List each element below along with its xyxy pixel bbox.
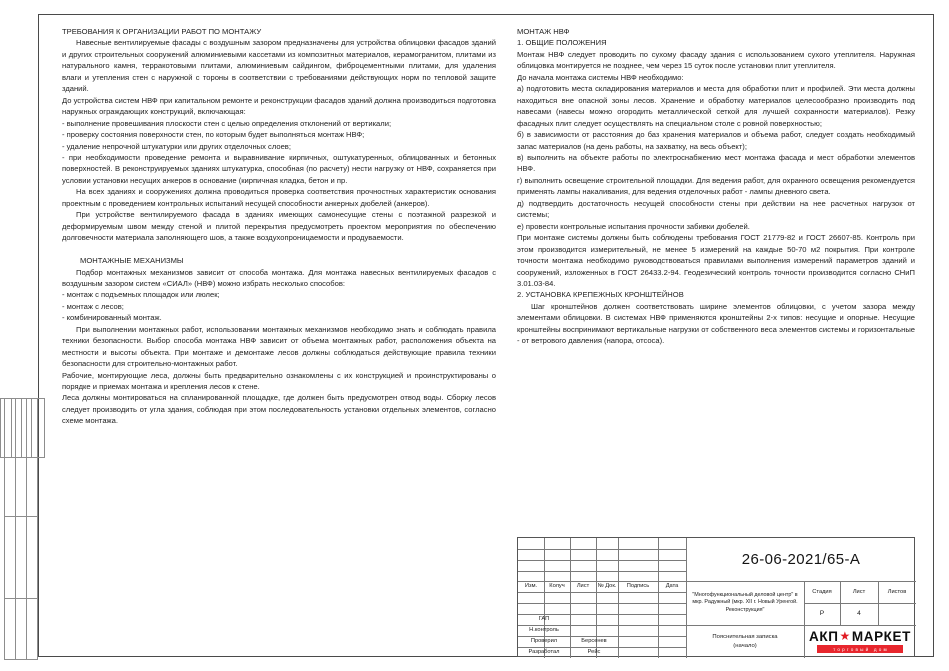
right-list-item: г) выполнить освещение строительной площадки. Для ведения работ, для охранного освещения рекомендуется применять лампы накаливания, для ведения отделочных работ - лампы дневного света. <box>517 175 915 197</box>
note-title-cell <box>686 625 804 658</box>
left-paragraph: До устройства систем НВФ при капитальном ремонте и реконструкции фасадов зданий должна производиться подготовка наружных ограждающих конструкций, включающая: <box>62 95 496 117</box>
revision-header-sign: Подпись <box>626 583 650 590</box>
right-list-item: в) выполнить на объекте работы по электроснабжению мест монтажа фасада и мест обработки элементов НВФ. <box>517 152 915 174</box>
logo-wordmark <box>809 630 911 644</box>
role-name-checked: Берсенев <box>581 638 607 645</box>
sheet-value: 4 <box>857 610 861 618</box>
star-icon: ★ <box>839 629 851 644</box>
logo-tagline: торговый дом <box>817 645 903 653</box>
right-list-item: а) подготовить места складирования материалов и места для обработки плит и профилей. Эти места должны находиться вне опасной зоны лесов. Хранение и обработку материалов целесообразно производить под навесами (навесы можно огородить металлической сеткой для лучшей сохранности материалов). Резку фасадных плит следует осуществлять на специальном столе с ровной поверхностью; <box>517 84 915 128</box>
title-block <box>517 537 915 657</box>
logo-text-right: МАРКЕТ <box>851 629 911 644</box>
left-text-column <box>62 26 496 427</box>
right-list-item: б) в зависимости от расстояния до баз хранения материалов и объема работ, следует создать необходимый запас материалов (на день работы, на захватку, на весь объект); <box>517 130 915 151</box>
right-paragraph: При монтаже системы должны быть соблюдены требования ГОСТ 21779-82 и ГОСТ 26607-85. Контроль при этом производится измерительный, не менее 5 измерений на каждые 50-70 м2 покрытия. При контроле точности монтажа необходимо руководствоваться правилами выполнения измерений параметров зданий и сооружений, изложенных в ГОСТ 26433.2-94. Геодезический контроль точности производится согласно СНиП 3.01.03-84. <box>517 233 915 288</box>
left-heading: ТРЕБОВАНИЯ К ОРГАНИЗАЦИИ РАБОТ ПО МОНТАЖУ <box>62 27 262 36</box>
revision-header-kol: Колуч <box>549 583 565 590</box>
left-list-item: - удаление непрочной штукатурки или других отделочных слоев; <box>62 141 291 151</box>
sheets-header: Листов <box>887 588 907 595</box>
left-paragraph: Навесные вентилируемые фасады с воздушным зазором предназначены для устройства облицовки фасадов зданий и других строительных сооружений алюминиевыми кассетами из композитных материалов, керамогранитом, плитами из натурального камня, терракотовыми плитами, алюминиевым сайдингом, фиброцементными плитами, для удаления влаги и утепления стен с наружной с тороны в соответствии с требованиями действующих норм по тепловой защите зданий. <box>62 38 496 94</box>
left-paragraph: Леса должны монтироваться на спланированной площадке, где должен быть предусмотрен отвод воды. Сборку лесов следует производить от угла здания, соблюдая при этом последовательность установки отдельных элементов, согласно схеме монтажа. <box>62 393 496 426</box>
sheets-value <box>878 603 916 625</box>
left-margin-stamp <box>4 398 38 660</box>
right-paragraph: До начала монтажа системы НВФ необходимо: <box>517 72 684 82</box>
role-label-gap: ГАП <box>538 616 550 623</box>
revision-header-doc: № Док. <box>597 583 617 590</box>
stage-value: Р <box>819 610 825 618</box>
role-label-checked: Проверил <box>530 638 558 645</box>
left-paragraph: Рабочие, монтирующие леса, должны быть предварительно ознакомлены с их конструкцией и проинструктированы о порядке и приемах монтажа и крепления лесов к стене. <box>62 370 496 392</box>
left-list-item: - комбинированный монтаж. <box>62 313 162 323</box>
left-paragraph: На всех зданиях и сооружениях должна проводиться проверка соответствия прочностных характеристик основания проектным с проведением контрольных испытаний несущей способности анкерных дюбелей (анкеров). <box>62 187 496 208</box>
object-name: "Многофункциональный деловой центр" в мкр. Радужный (мкр. XII г. Новый Уренгой. Реконструкция" <box>692 592 798 613</box>
stage-header: Стадия <box>812 588 832 595</box>
role-label <box>518 603 570 614</box>
revision-header-date: Дата <box>665 583 679 590</box>
company-logo <box>804 625 916 658</box>
revision-header-izm: Изм. <box>524 583 538 590</box>
right-text-column <box>517 26 915 347</box>
left-list-item: - монтаж с лесов; <box>62 301 124 311</box>
right-paragraph: Шаг кронштейнов должен соответствовать ширине элементов облицовки, с учетом зазора между элементами облицовки. В системах НВФ применяются кронштейны 2-х типов: несущие и опорные. Несущие кронштейны воспринимают вертикальные нагрузки от собственного веса элементов системы и горизонтальные - от ветрового давления (напора, отсоса). <box>517 301 915 346</box>
logo-text-left: АКП <box>809 629 839 644</box>
role-name-developed: Рейс <box>587 649 601 656</box>
paragraph-spacer <box>62 244 496 255</box>
role-label <box>518 592 570 603</box>
right-paragraph: Монтаж НВФ следует проводить по сухому фасаду здания с использованием сухого утеплителя. Наружная облицовка монтируется не позднее, чем через 15 суток после установки плит утеплителя. <box>517 49 915 71</box>
left-paragraph: Подбор монтажных механизмов зависит от способа монтажа. Для монтажа навесных вентилируемых фасадов с воздушным зазором систем «СИАЛ» (НВФ) можно избрать несколько способов: <box>62 267 496 288</box>
document-number: 26-06-2021/65-A <box>741 550 861 568</box>
sheet-header: Лист <box>852 588 866 595</box>
left-list-item: - выполнение провешивания плоскости стен с целью определения отклонений от вертикали; <box>62 118 392 128</box>
right-list-item: е) провести контрольные испытания прочности забивки дюбелей. <box>517 221 750 231</box>
note-title: Пояснительная записка <box>712 634 778 641</box>
right-subheading-1: 1. ОБЩИЕ ПОЛОЖЕНИЯ <box>517 38 607 48</box>
role-label-ncontrol: Н.контроль <box>529 627 559 634</box>
left-paragraph: При устройстве вентилируемого фасада в зданиях имеющих самонесущие стены с поэтажной разрезкой и деформируемым швом между стеной и плитой перекрытия предусмотреть проектом мероприятия по обеспечению долговечности материала заполняющего шов, а также воздухопроницаемости и продуваемости. <box>62 210 496 243</box>
left-list-item: - при необходимости проведение ремонта и выравнивание кирпичных, оштукатуренных, облицованных и бетонных поверхностей. В реконструируемых зданиях штукатурка, способная (по расчету) нести нагрузку от НВФ, сохраняется при условии установки несущих анкеров в основание (кирпичная кладка, бетон и пр. <box>62 152 496 185</box>
note-subtitle: (начало) <box>733 642 757 649</box>
left-list-item: - монтаж с подъемных площадок или люлек; <box>62 290 220 300</box>
right-heading: МОНТАЖ НВФ <box>517 27 570 36</box>
right-list-item: д) подтвердить достаточность несущей способности стены при действии на нее расчетных нагрузок от системы; <box>517 198 915 220</box>
revision-header-list: Лист <box>576 583 590 590</box>
right-subheading-2: 2. УСТАНОВКА КРЕПЕЖНЫХ КРОНШТЕЙНОВ <box>517 290 684 300</box>
role-label-developed: Разработал <box>528 649 560 656</box>
left-paragraph: При выполнении монтажных работ, использовании монтажных механизмов необходимо знать и соблюдать правила техники безопасности. Выбор способа монтажа НВФ зависит от объема монтажных работ, расположения объекта на местности и высоты объекта. При монтаже и демонтаже лесов должны соблюдаться действующие правила техники безопасности для строительно-монтажных работ. <box>62 324 496 369</box>
left-heading-2: МОНТАЖНЫЕ МЕХАНИЗМЫ <box>80 256 184 266</box>
left-list-item: - проверку состояния поверхности стен, по которым будет выполняться монтаж НВФ; <box>62 130 365 140</box>
